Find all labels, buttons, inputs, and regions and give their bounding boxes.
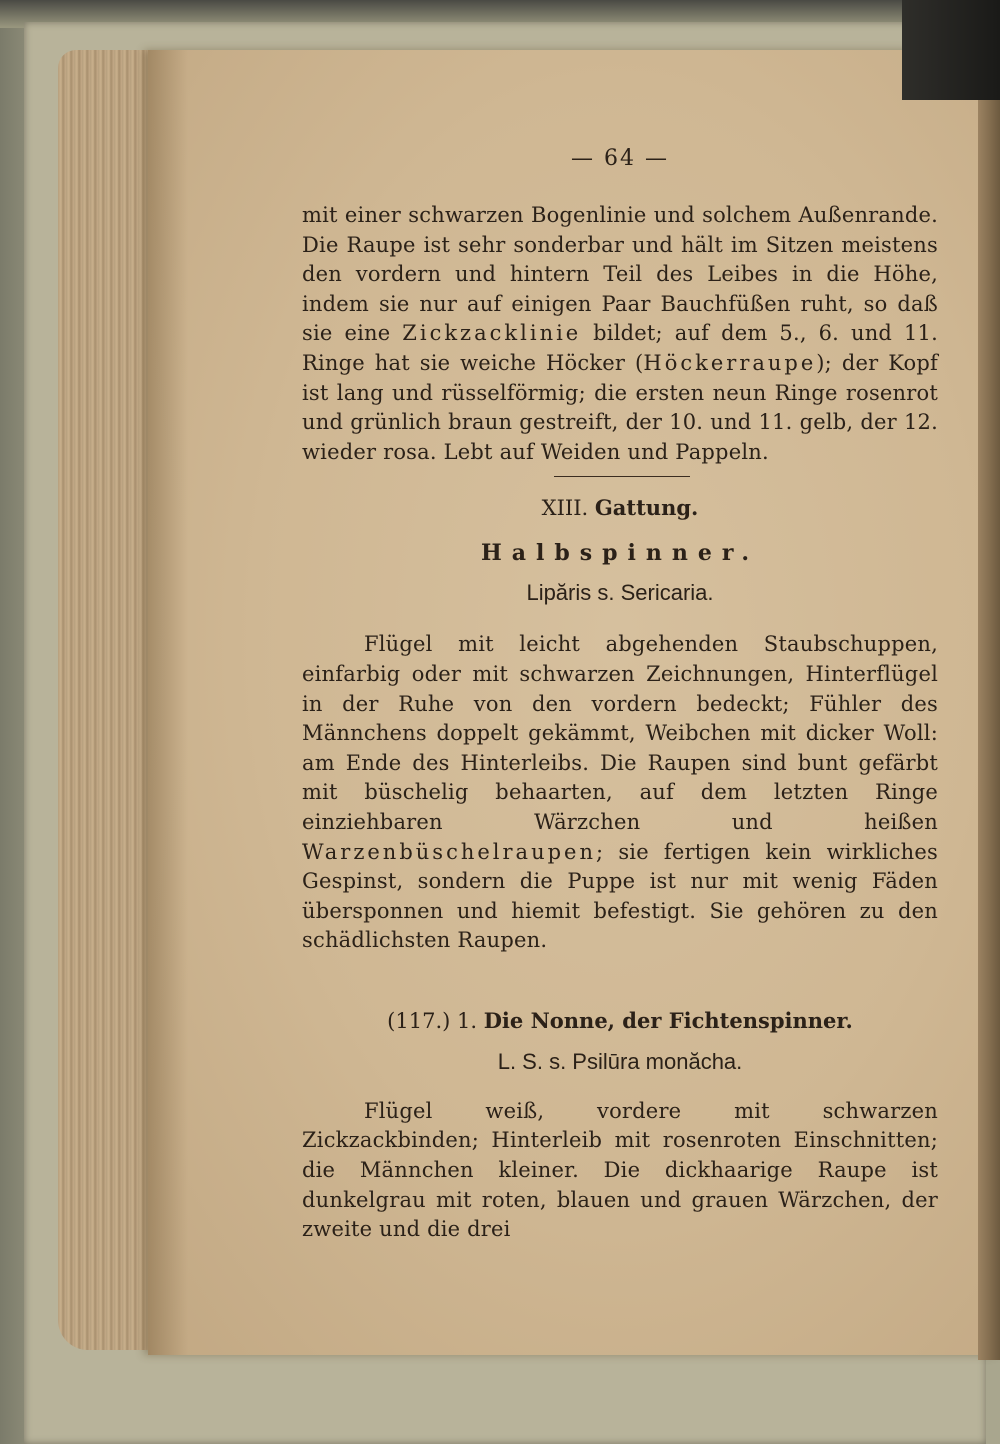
paragraph-1-emphasis-a: Zickzacklinie: [402, 321, 582, 346]
family-latin-name: Lipăris s. Sericaria.: [526, 580, 714, 606]
page-number: — 64 —: [571, 146, 669, 171]
genus-heading: [302, 495, 938, 520]
genus-label: Gattung.: [594, 495, 699, 521]
paragraph-1-emphasis-b: Höckerraupe: [643, 350, 817, 375]
genus-number: XIII.: [541, 496, 589, 521]
species-name: Die Nonne, der Fichtenspinner.: [483, 1007, 853, 1033]
paragraph-1-text-a: mit einer schwarzen Bogenlinie und solchem Außenrande. Die Raupe ist sehr sonderbar und hält im Sitzen meistens den vordern und hintern Teil des Leibes in die Höhe, indem sie nur auf einigen Paar Bauchfüßen ruht, so daß sie eine: [302, 203, 938, 346]
species-heading: [302, 1008, 938, 1033]
paragraph-1-text-b: bildet; auf dem 5., 6. und 11. Ringe hat sie weiche Höcker (: [302, 321, 938, 375]
page-gutter-shadow: [148, 50, 188, 1355]
species-number: (117.) 1.: [387, 1008, 478, 1033]
paragraph-1-text-c: ); der Kopf ist lang und rüsselförmig; die ersten neun Ringe rosenrot und grünlich braun gestreift, der 10. und 11. gelb, der 12. wieder rosa. Lebt auf Weiden und Pappeln.: [302, 350, 938, 464]
family-heading: Halbspinner.: [480, 540, 760, 567]
species-latin-name: L. S. s. Psilūra monăcha.: [497, 1048, 743, 1074]
paragraph-2-text-a: Flügel mit leicht abgehenden Staubschuppen, einfarbig oder mit schwarzen Zeichnungen, Hinterflügel in der Ruhe von den vordern bedeckt; Fühler des Männchens doppelt gekämmt, Weibchen mit dicker Woll: am Ende des Hinterleibs. Die Raupen sind bunt gefärbt mit büschelig behaarten, auf dem letzten Ringe einziehbaren Wärzchen und heißen: [302, 632, 938, 834]
page-right-edge: [978, 40, 1000, 1360]
page-text: [302, 140, 938, 1245]
paragraph-1: [302, 201, 938, 467]
paragraph-3: Flügel weiß, vordere mit schwarzen Zickzackbinden; Hinterleib mit rosenroten Einschnitten; die Männchen kleiner. Die dickhaarige Raupe ist dunkelgrau mit roten, blauen und grauen Wärzchen, der zweite und die drei: [302, 1098, 938, 1242]
book-cover-corner: [902, 0, 1000, 100]
paragraph-2: [302, 630, 938, 956]
section-divider: [554, 476, 690, 477]
paragraph-2-text-b: ; sie fertigen kein wirkliches Gespinst, sondern die Puppe ist nur mit wenig Fäden übersponnen und hiemit befestigt. Sie gehören zu den schädlichsten Raupen.: [302, 839, 938, 953]
paragraph-2-emphasis: Warzenbüschelraupen: [302, 839, 596, 864]
